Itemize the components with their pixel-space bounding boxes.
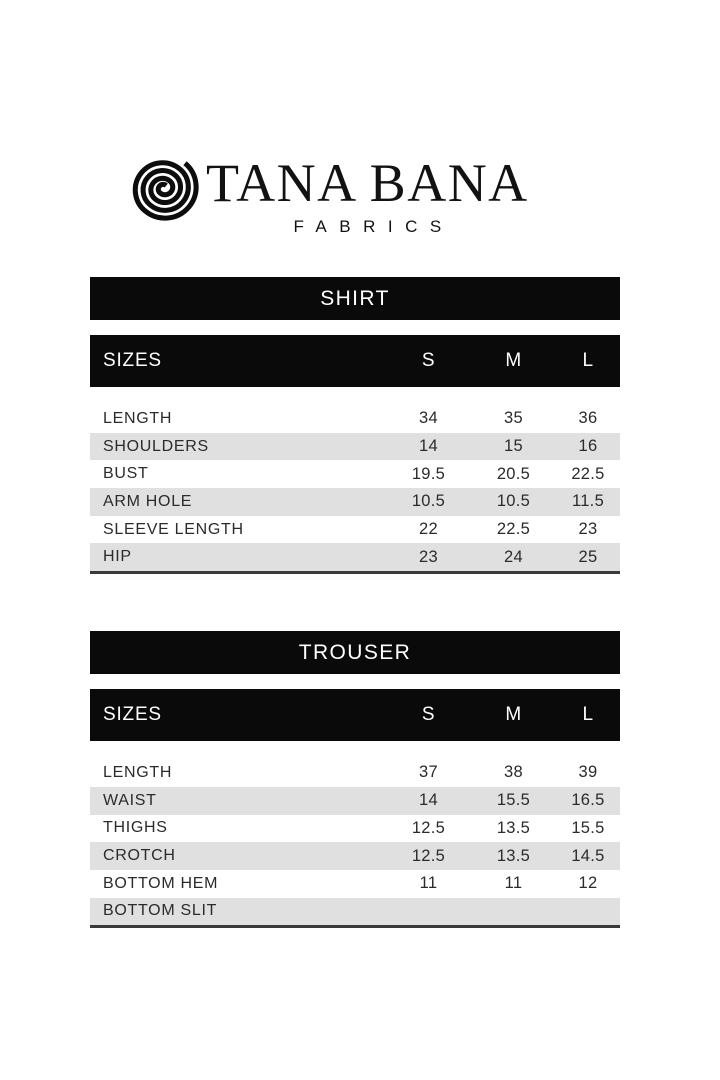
row-label: HIP — [103, 548, 132, 566]
column-header-l: L — [582, 704, 594, 726]
row-value-m: 38 — [504, 763, 523, 782]
brand-text — [206, 150, 529, 237]
table-row — [90, 898, 620, 926]
row-value-m: 35 — [504, 409, 523, 428]
brand-name: TANA BANA — [206, 153, 529, 213]
column-header-m: M — [505, 350, 522, 371]
column-header-s: S — [421, 350, 436, 371]
row-value-l: 25 — [578, 547, 598, 566]
row-value-s: 12.5 — [411, 846, 446, 865]
row-value-l: 16 — [578, 437, 598, 456]
table-row — [90, 759, 620, 787]
row-value-m: 22.5 — [496, 520, 531, 539]
table-row — [90, 787, 620, 815]
row-value-m: 20.5 — [496, 464, 531, 483]
row-label: LENGTH — [103, 763, 173, 781]
row-value-l: 12 — [578, 874, 598, 893]
row-value-m: 15.5 — [496, 791, 531, 810]
page-content — [90, 0, 620, 928]
row-label: BUST — [103, 465, 149, 483]
row-label: SLEEVE LENGTH — [103, 520, 244, 538]
row-value-s: 10.5 — [411, 492, 446, 511]
row-value-l: 11.5 — [571, 492, 605, 511]
trouser-sizes-header — [90, 689, 620, 741]
row-value-m: 13.5 — [496, 846, 531, 865]
trouser-rows — [90, 759, 620, 928]
row-label: ARM HOLE — [103, 492, 193, 510]
table-row — [90, 460, 620, 488]
row-label: THIGHS — [103, 819, 168, 837]
row-value-s: 14 — [419, 791, 438, 810]
shirt-size-table — [90, 277, 620, 574]
sizes-header-label: SIZES — [103, 704, 162, 726]
row-label: SHOULDERS — [103, 437, 209, 455]
table-row — [90, 433, 620, 461]
table-row — [90, 870, 620, 898]
row-label: CROTCH — [103, 847, 176, 865]
trouser-title-bar — [90, 631, 620, 674]
shirt-title-bar — [90, 277, 620, 320]
brand-logo — [130, 150, 620, 237]
row-value-m: 13.5 — [496, 818, 531, 837]
trouser-title: TROUSER — [298, 640, 412, 664]
row-value-m: 11 — [504, 874, 523, 893]
column-header-m: M — [505, 704, 522, 726]
row-value-s: 22 — [419, 520, 438, 539]
column-header-s: S — [421, 704, 436, 726]
table-row — [90, 488, 620, 516]
row-label: LENGTH — [103, 409, 173, 427]
table-row — [90, 815, 620, 843]
row-value-l: 39 — [578, 763, 598, 782]
row-value-s: 12.5 — [411, 818, 446, 837]
sizes-header-label: SIZES — [103, 350, 162, 371]
row-value-m: 15 — [504, 437, 523, 456]
trouser-size-table — [90, 631, 620, 928]
row-label: BOTTOM SLIT — [103, 902, 218, 920]
table-row — [90, 842, 620, 870]
column-header-l: L — [582, 350, 594, 371]
table-row — [90, 543, 620, 571]
row-value-s: 37 — [419, 763, 438, 782]
row-value-s: 14 — [419, 437, 438, 456]
shirt-title: SHIRT — [320, 286, 390, 310]
shirt-sizes-header — [90, 335, 620, 387]
row-label: WAIST — [103, 791, 157, 809]
shirt-rows — [90, 405, 620, 574]
row-value-l: 16.5 — [571, 791, 605, 810]
row-value-s: 34 — [419, 409, 438, 428]
table-row — [90, 516, 620, 544]
row-value-l: 14.5 — [571, 846, 605, 865]
row-value-s: 23 — [419, 547, 438, 566]
row-value-m: 24 — [504, 547, 523, 566]
row-value-l: 22.5 — [571, 464, 605, 483]
row-value-l: 15.5 — [571, 818, 605, 837]
row-label: BOTTOM HEM — [103, 874, 219, 892]
table-row — [90, 405, 620, 433]
row-value-s: 19.5 — [411, 464, 446, 483]
row-value-m: 10.5 — [496, 492, 531, 511]
brand-subtitle: FABRICS — [293, 217, 454, 236]
row-value-l: 36 — [578, 409, 598, 428]
spiral-icon — [130, 150, 200, 229]
row-value-s: 11 — [419, 874, 438, 893]
row-value-l: 23 — [578, 520, 598, 539]
